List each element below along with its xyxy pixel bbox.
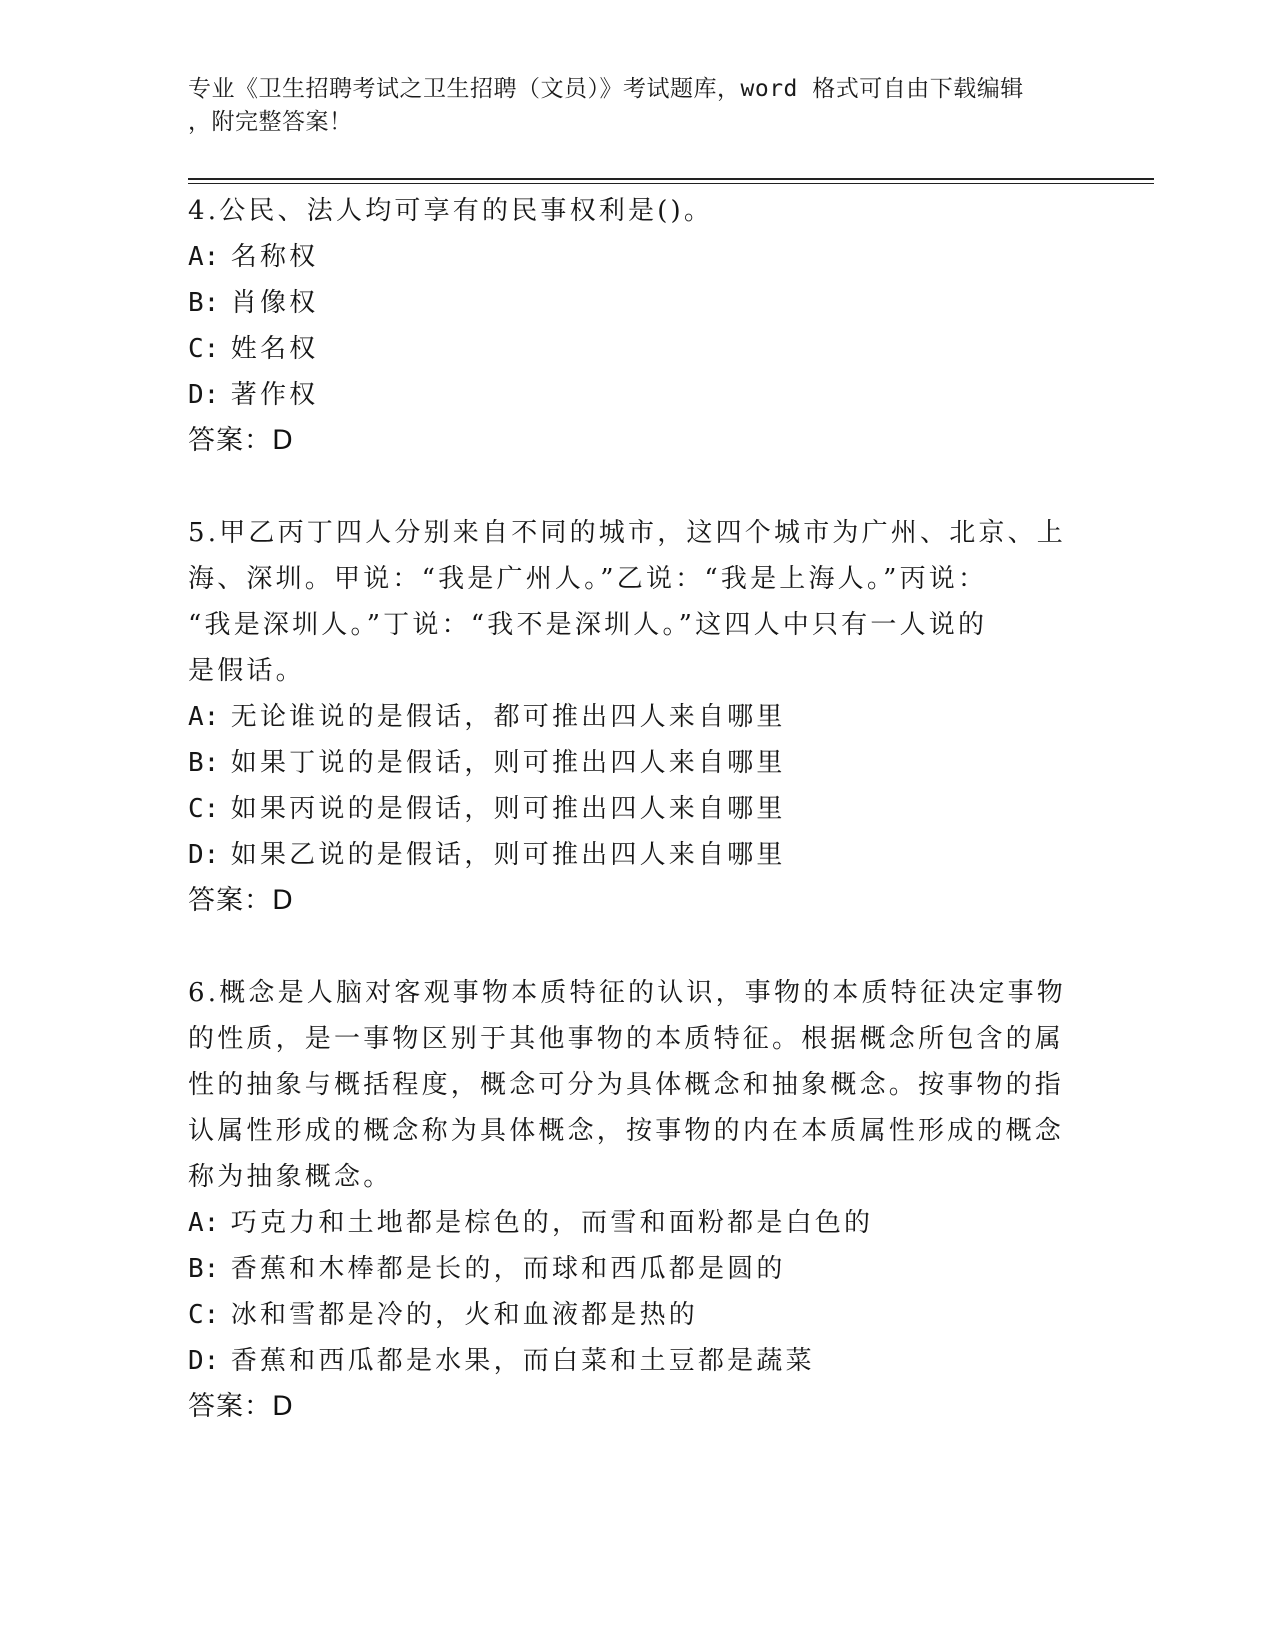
- option-text: 冰和雪都是冷的，火和血液都是热的: [230, 1300, 698, 1330]
- question-4: [188, 188, 1068, 464]
- option-text: 姓名权: [230, 334, 319, 364]
- option-key: B:: [188, 748, 220, 778]
- option-d: [188, 832, 1068, 878]
- option-text: 如果乙说的是假话，则可推出四人来自哪里: [230, 840, 786, 870]
- header-note: [188, 73, 1068, 139]
- option-text: 香蕉和西瓜都是水果，而白菜和土豆都是蔬菜: [230, 1346, 815, 1376]
- option-key: D:: [188, 840, 220, 870]
- question-6: [188, 970, 1068, 1430]
- question-5: [188, 510, 1068, 924]
- option-a: [188, 694, 1068, 740]
- option-text: 如果丁说的是假话，则可推出四人来自哪里: [230, 748, 786, 778]
- option-text: 香蕉和木棒都是长的，而球和西瓜都是圆的: [230, 1254, 786, 1284]
- option-key: A:: [188, 702, 220, 732]
- option-d: [188, 1338, 1068, 1384]
- option-key: D:: [188, 1346, 220, 1376]
- option-text: 无论谁说的是假话，都可推出四人来自哪里: [230, 702, 786, 732]
- option-text: 巧克力和土地都是棕色的，而雪和面粉都是白色的: [230, 1208, 874, 1238]
- option-b: [188, 1246, 1068, 1292]
- question-stem-line: 称为抽象概念。: [188, 1162, 393, 1192]
- option-text: 著作权: [230, 380, 319, 410]
- question-stem-line: 的性质，是一事物区别于其他事物的本质特征。根据概念所包含的属: [188, 1024, 1065, 1054]
- question-stem-line: 4.公民、法人均可享有的民事权利是()。: [188, 196, 714, 226]
- option-a: [188, 1200, 1068, 1246]
- option-key: C:: [188, 334, 220, 364]
- option-text: 肖像权: [230, 288, 319, 318]
- option-text: 名称权: [230, 242, 319, 272]
- answer-line: 答案：D: [188, 1391, 294, 1422]
- header-divider: [188, 178, 1154, 184]
- question-stem-line: 是假话。: [188, 656, 305, 686]
- option-d: [188, 372, 1068, 418]
- question-stem-line: 6.概念是人脑对客观事物本质特征的认识，事物的本质特征决定事物: [188, 978, 1067, 1008]
- question-stem-line: 性的抽象与概括程度，概念可分为具体概念和抽象概念。按事物的指: [188, 1070, 1065, 1100]
- option-key: A:: [188, 1208, 220, 1238]
- question-list: [188, 188, 1068, 1476]
- option-c: [188, 786, 1068, 832]
- question-stem-line: 海、深圳。甲说：“我是广州人。”乙说：“我是上海人。”丙说：: [188, 564, 988, 594]
- option-text: 如果丙说的是假话，则可推出四人来自哪里: [230, 794, 786, 824]
- question-stem-line: “我是深圳人。”丁说：“我不是深圳人。”这四人中只有一人说的: [188, 610, 988, 640]
- option-key: C:: [188, 794, 220, 824]
- option-c: [188, 326, 1068, 372]
- option-a: [188, 234, 1068, 280]
- question-stem-line: 认属性形成的概念称为具体概念，按事物的内在本质属性形成的概念: [188, 1116, 1065, 1146]
- header-note-line-1: 专业《卫生招聘考试之卫生招聘（文员）》考试题库，word 格式可自由下载编辑: [188, 76, 1024, 102]
- option-key: A:: [188, 242, 220, 272]
- option-c: [188, 1292, 1068, 1338]
- option-b: [188, 740, 1068, 786]
- question-stem-line: 5.甲乙丙丁四人分别来自不同的城市，这四个城市为广州、北京、上: [188, 518, 1067, 548]
- option-b: [188, 280, 1068, 326]
- option-key: C:: [188, 1300, 220, 1330]
- answer-line: 答案：D: [188, 425, 294, 456]
- option-key: D:: [188, 380, 220, 410]
- option-key: B:: [188, 288, 220, 318]
- header-note-line-2: ，附完整答案！: [188, 109, 353, 135]
- option-key: B:: [188, 1254, 220, 1284]
- answer-line: 答案：D: [188, 885, 294, 916]
